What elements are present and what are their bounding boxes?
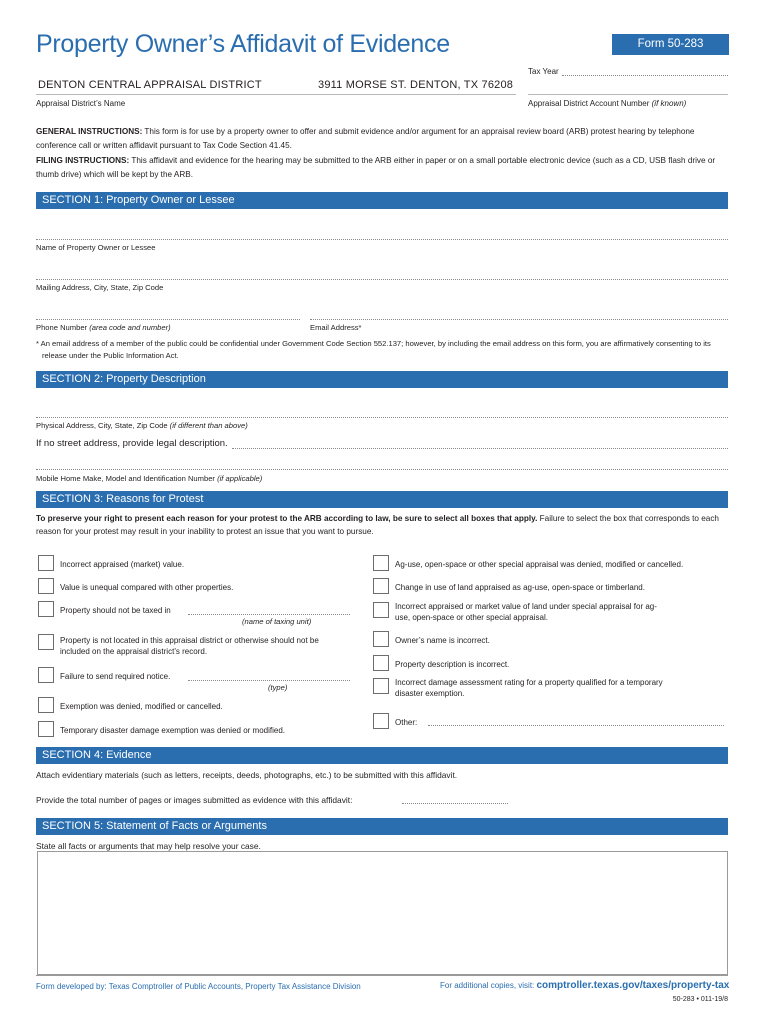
checkbox-description-incorrect[interactable] [373,655,389,671]
owner-name-field[interactable] [36,239,728,240]
mailing-address-field[interactable] [36,279,728,280]
footer-copies: For additional copies, visit: comptroller.texas.gov/taxes/property-tax [440,980,730,991]
checkbox-ag-use-denied[interactable] [373,555,389,571]
physical-address-label: Physical Address, City, State, Zip Code (if different than above) [36,421,248,430]
checkbox-disaster-exemption[interactable] [38,721,54,737]
section-2-header: SECTION 2: Property Description [36,371,728,388]
legal-description-field-2[interactable] [36,469,728,470]
option-notice-not-sent: Failure to send required notice. [60,672,171,681]
option-disaster-exemption: Temporary disaster damage exemption was denied or modified. [60,726,286,735]
legal-description-prompt: If no street address, provide legal description. [36,438,228,449]
phone-label: Phone Number (area code and number) [36,323,171,332]
checkbox-owner-name-incorrect[interactable] [373,631,389,647]
email-confidentiality-note: * An email address of a member of the public could be confidential under Government Code Section 552.137; however, by including the email address on this form, you are affirmatively consenting to its release under the Public Information Act. [36,339,711,360]
form-title: Property Owner’s Affidavit of Evidence [36,30,450,58]
filing-instructions: FILING INSTRUCTIONS: This affidavit and evidence for the hearing may be submitted to the ARB either in paper or on a small portable electronic device (such as a CD, USB flash drive or thumb drive) which will be kept by the ARB. [36,156,716,179]
checkbox-should-not-be-taxed[interactable] [38,601,54,617]
option-damage-rating: Incorrect damage assessment rating for a property qualified for a temporary disaster exemption. [395,678,663,698]
evidence-pages-field[interactable] [402,803,508,804]
checkbox-exemption-denied[interactable] [38,697,54,713]
statement-prompt: State all facts or arguments that may help resolve your case. [36,841,261,851]
option-not-in-district: Property is not located in this appraisal district or otherwise should not be included on the appraisal district’s record. [60,636,319,656]
general-instructions: GENERAL INSTRUCTIONS: This form is for use by a property owner to offer and submit evidence and/or argument for an appraisal review board (ARB) protest hearing by telephone conference call or written affidavit pursuant to Tax Code Section 41.45. [36,127,695,150]
option-other: Other: [395,718,418,727]
footer-url-link[interactable]: comptroller.texas.gov/taxes/property-tax [536,980,730,991]
section-4-header: SECTION 4: Evidence [36,747,728,764]
checkbox-incorrect-value[interactable] [38,555,54,571]
section-3-header: SECTION 3: Reasons for Protest [36,491,728,508]
email-label: Email Address* [310,323,362,332]
evidence-attach-instruction: Attach evidentiary materials (such as letters, receipts, deeds, photographs, etc.) to be submitted with this affidavit. [36,770,458,780]
legal-description-field[interactable] [232,448,728,449]
option-change-in-use: Change in use of land appraised as ag-use, open-space or timberland. [395,583,645,592]
checkbox-not-in-district[interactable] [38,634,54,650]
checkbox-notice-not-sent[interactable] [38,667,54,683]
footer-developed-by: Form developed by: Texas Comptroller of Public Accounts, Property Tax Assistance Division [36,982,361,991]
option-should-not-be-taxed: Property should not be taxed in [60,606,171,615]
owner-name-label: Name of Property Owner or Lessee [36,243,156,252]
district-address-value: 3911 MORSE ST. DENTON, TX 76208 [318,79,514,91]
district-name-value: DENTON CENTRAL APPRAISAL DISTRICT [38,79,262,91]
account-number-field[interactable] [528,94,728,95]
notice-type-note: (type) [268,683,288,692]
taxing-unit-field[interactable] [188,614,350,615]
option-owner-name-incorrect: Owner’s name is incorrect. [395,636,490,645]
footer-divider [36,975,728,976]
evidence-pages-prompt: Provide the total number of pages or images submitted as evidence with this affidavit: [36,795,353,805]
checkbox-change-in-use[interactable] [373,578,389,594]
mailing-address-label: Mailing Address, City, State, Zip Code [36,283,164,292]
option-exemption-denied: Exemption was denied, modified or cancelled. [60,702,223,711]
district-name-label: Appraisal District’s Name [36,99,126,108]
option-description-incorrect: Property description is incorrect. [395,660,510,669]
mobile-home-label: Mobile Home Make, Model and Identification Number (if applicable) [36,474,263,483]
phone-field[interactable] [36,319,300,320]
section-5-header: SECTION 5: Statement of Facts or Arguments [36,818,728,835]
option-land-special-value: Incorrect appraised or market value of land under special appraisal for ag-use, open-space or other special appraisal. [395,602,657,622]
footer-revision: 50-283 • 011-19/8 [672,996,728,1003]
district-name-field[interactable] [36,94,516,95]
email-field[interactable] [310,319,728,320]
form-number-badge: Form 50-283 [612,34,729,55]
statement-textarea[interactable] [37,851,728,975]
notice-type-field[interactable] [188,680,350,681]
checkbox-other[interactable] [373,713,389,729]
account-number-label: Appraisal District Account Number (if known) [528,99,687,108]
checkbox-damage-rating[interactable] [373,678,389,694]
physical-address-field[interactable] [36,417,728,418]
tax-year-field[interactable] [562,75,728,76]
option-ag-use-denied: Ag-use, open-space or other special appraisal was denied, modified or cancelled. [395,560,684,569]
other-reason-field[interactable] [428,725,724,726]
section-1-header: SECTION 1: Property Owner or Lessee [36,192,728,209]
option-incorrect-value: Incorrect appraised (market) value. [60,560,185,569]
tax-year-label: Tax Year [528,67,559,76]
taxing-unit-note: (name of taxing unit) [242,617,312,626]
option-unequal-value: Value is unequal compared with other properties. [60,583,234,592]
protest-instructions: To preserve your right to present each reason for your protest to the ARB according to law, be sure to select all boxes that apply. Failure to select the box that corresponds to each reason for your protest may result in your inability to protest an issue that you want to pursue. [36,514,719,536]
checkbox-land-special-value[interactable] [373,602,389,618]
checkbox-unequal-value[interactable] [38,578,54,594]
